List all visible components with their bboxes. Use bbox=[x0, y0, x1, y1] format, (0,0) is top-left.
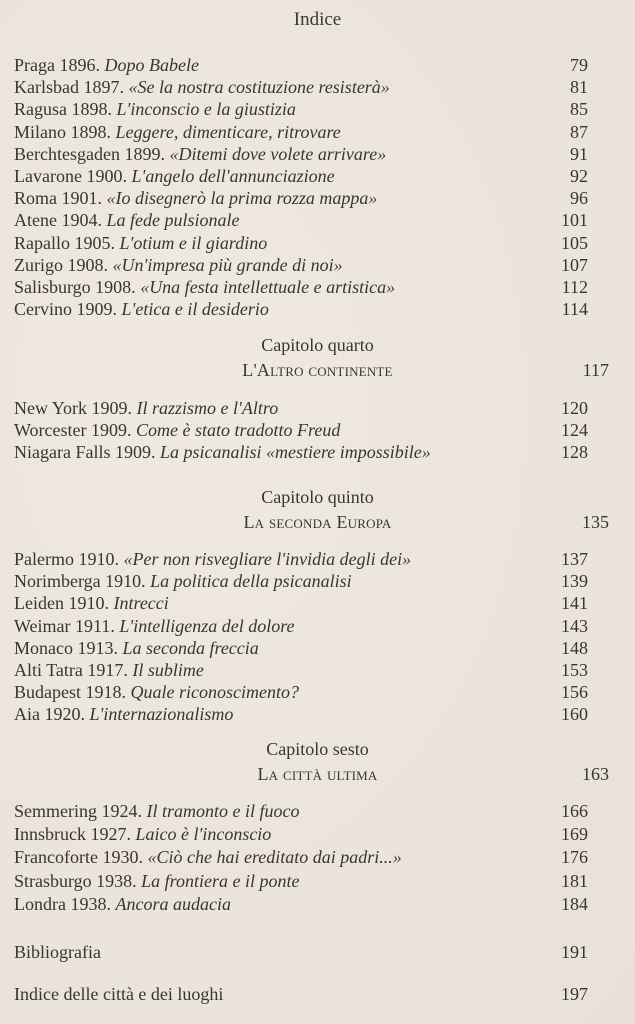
entry-page: 112 bbox=[561, 277, 588, 297]
entry-page: 181 bbox=[561, 870, 588, 891]
toc-entry bbox=[14, 681, 600, 703]
entry-page: 107 bbox=[561, 254, 588, 275]
entry-place: Innsbruck 1927. bbox=[14, 824, 131, 845]
entry-place: Worcester 1909. bbox=[14, 420, 132, 441]
entry-subtitle: Il razzismo e l'Altro bbox=[136, 398, 279, 418]
bibliography-entry bbox=[14, 941, 600, 963]
chapter6-title: La città ultima bbox=[257, 764, 378, 784]
toc-entry bbox=[14, 276, 600, 298]
toc-entry bbox=[14, 54, 600, 76]
entry-subtitle: «Ditemi dove volete arrivare» bbox=[169, 143, 387, 164]
entry-page: 105 bbox=[561, 232, 588, 253]
toc-entry bbox=[14, 659, 600, 681]
toc-entry bbox=[14, 121, 600, 143]
entry-place: Karlsbad 1897. bbox=[14, 77, 124, 98]
entry-subtitle: La frontiera e il ponte bbox=[141, 870, 300, 891]
entry-subtitle: Laico è l'inconscio bbox=[135, 824, 272, 845]
toc-entry bbox=[14, 441, 600, 463]
chapter4-label: Capitolo quarto bbox=[261, 335, 374, 355]
entry-page: 79 bbox=[570, 55, 588, 75]
chapter6-page: 163 bbox=[582, 764, 609, 784]
entry-page: 184 bbox=[561, 893, 588, 914]
entry-page: 85 bbox=[570, 99, 588, 120]
entry-page: 81 bbox=[570, 77, 588, 98]
chapter4-heading bbox=[0, 359, 635, 381]
entry-subtitle: «Se la nostra costituzione resisterà» bbox=[128, 77, 390, 98]
entry-place: Milano 1898. bbox=[14, 121, 111, 142]
entry-place: Berchtesgaden 1899. bbox=[14, 143, 165, 164]
entry-subtitle: L'internazionalismo bbox=[89, 704, 234, 725]
toc-entry bbox=[14, 615, 600, 637]
entry-subtitle: Il sublime bbox=[132, 660, 204, 680]
toc-entry bbox=[14, 209, 600, 231]
chapter6-heading bbox=[0, 763, 635, 785]
entry-place: Francoforte 1930. bbox=[14, 847, 143, 868]
entry-subtitle: La seconda freccia bbox=[122, 637, 259, 658]
entry-place: New York 1909. bbox=[14, 398, 133, 418]
entry-subtitle: L'intelligenza del dolore bbox=[119, 615, 295, 636]
entry-place: Zurigo 1908. bbox=[14, 254, 108, 275]
entry-place: Londra 1938. bbox=[14, 893, 111, 914]
entry-place: Norimberga 1910. bbox=[14, 571, 146, 592]
entry-place: Rapallo 1905. bbox=[14, 232, 115, 253]
bibliography-label: Bibliografia bbox=[14, 942, 101, 962]
entry-subtitle: Intrecci bbox=[113, 593, 169, 614]
entry-place: Aia 1920. bbox=[14, 704, 85, 725]
entry-place: Salisburgo 1908. bbox=[14, 277, 136, 297]
entry-page: 176 bbox=[561, 847, 588, 868]
places-index-entry bbox=[14, 983, 600, 1005]
chapter5-heading bbox=[0, 511, 635, 533]
toc-entry bbox=[14, 143, 600, 165]
entry-page: 139 bbox=[561, 571, 588, 592]
places-index-label: Indice delle città e dei luoghi bbox=[14, 984, 224, 1004]
entry-page: 143 bbox=[561, 615, 588, 636]
toc-entry bbox=[14, 893, 600, 915]
entry-subtitle: Dopo Babele bbox=[104, 55, 199, 75]
entry-place: Monaco 1913. bbox=[14, 637, 118, 658]
entry-subtitle: «Per non risvegliare l'invidia degli dei» bbox=[123, 549, 412, 569]
entry-page: 169 bbox=[561, 824, 588, 845]
toc-entry bbox=[14, 637, 600, 659]
chapter6-label: Capitolo sesto bbox=[266, 739, 369, 759]
entry-page: 156 bbox=[561, 682, 588, 703]
chapter5-title: La seconda Europa bbox=[243, 512, 392, 532]
entry-page: 92 bbox=[570, 166, 588, 186]
entry-subtitle: «Ciò che hai ereditato dai padri...» bbox=[147, 847, 402, 868]
toc-entry bbox=[14, 298, 600, 320]
toc-entry bbox=[14, 232, 600, 254]
entry-place: Atene 1904. bbox=[14, 210, 102, 231]
entry-subtitle: «Un'impresa più grande di noi» bbox=[112, 254, 343, 275]
entry-page: 87 bbox=[570, 121, 588, 142]
entry-subtitle: L'inconscio e la giustizia bbox=[116, 99, 296, 120]
toc-entry bbox=[14, 570, 600, 592]
entry-place: Budapest 1918. bbox=[14, 682, 126, 703]
toc-entry bbox=[14, 800, 600, 822]
entry-place: Cervino 1909. bbox=[14, 299, 117, 320]
toc-entry bbox=[14, 823, 600, 845]
entry-page: 160 bbox=[561, 704, 588, 725]
entry-subtitle: La psicanalisi «mestiere impossibile» bbox=[159, 442, 431, 463]
entry-place: Praga 1896. bbox=[14, 55, 100, 75]
entry-page: 153 bbox=[561, 660, 588, 680]
entry-subtitle: L'otium e il giardino bbox=[119, 232, 268, 253]
entry-subtitle: «Io disegnerò la prima rozza mappa» bbox=[106, 188, 378, 209]
toc-entry bbox=[14, 592, 600, 614]
entry-page: 148 bbox=[561, 637, 588, 658]
chapter4-title: L'Altro continente bbox=[242, 360, 393, 380]
entry-page: 114 bbox=[561, 299, 588, 320]
entry-subtitle: La politica della psicanalisi bbox=[150, 571, 352, 592]
entry-place: Lavarone 1900. bbox=[14, 166, 127, 186]
entry-subtitle: Il tramonto e il fuoco bbox=[146, 801, 300, 821]
places-index-page: 197 bbox=[561, 984, 588, 1004]
toc-entry bbox=[14, 548, 600, 570]
entry-page: 137 bbox=[561, 549, 588, 569]
entry-page: 128 bbox=[561, 442, 588, 463]
toc-entry bbox=[14, 76, 600, 98]
entry-page: 166 bbox=[561, 801, 588, 821]
chapter5-page: 135 bbox=[582, 512, 609, 532]
entry-place: Roma 1901. bbox=[14, 188, 102, 209]
toc-entry bbox=[14, 187, 600, 209]
chapter5-label: Capitolo quinto bbox=[261, 487, 374, 507]
entry-subtitle: Come è stato tradotto Freud bbox=[136, 420, 341, 441]
entry-page: 101 bbox=[561, 210, 588, 231]
entry-place: Semmering 1924. bbox=[14, 801, 142, 821]
toc-entry bbox=[14, 703, 600, 725]
entry-subtitle: Leggere, dimenticare, ritrovare bbox=[115, 121, 341, 142]
entry-place: Strasburgo 1938. bbox=[14, 870, 137, 891]
entry-page: 120 bbox=[561, 398, 588, 418]
chapter4-page: 117 bbox=[582, 360, 609, 380]
entry-subtitle: L'angelo dell'annunciazione bbox=[131, 166, 335, 186]
entry-place: Ragusa 1898. bbox=[14, 99, 112, 120]
entry-page: 141 bbox=[561, 593, 588, 614]
toc-entry bbox=[14, 165, 600, 187]
toc-entry bbox=[14, 846, 600, 868]
entry-place: Weimar 1911. bbox=[14, 615, 115, 636]
toc-entry bbox=[14, 397, 600, 419]
toc-entry bbox=[14, 870, 600, 892]
toc-entry bbox=[14, 419, 600, 441]
toc-entry bbox=[14, 254, 600, 276]
entry-subtitle: La fede pulsionale bbox=[106, 210, 240, 231]
entry-subtitle: L'etica e il desiderio bbox=[121, 299, 269, 320]
entry-subtitle: Quale riconoscimento? bbox=[130, 682, 299, 703]
entry-place: Niagara Falls 1909. bbox=[14, 442, 156, 463]
entry-page: 96 bbox=[570, 188, 588, 209]
page-title: Indice bbox=[293, 9, 342, 30]
entry-page: 91 bbox=[570, 143, 588, 164]
entry-place: Palermo 1910. bbox=[14, 549, 119, 569]
toc-entry bbox=[14, 98, 600, 120]
entry-page: 124 bbox=[561, 420, 588, 441]
entry-subtitle: «Una festa intellettuale e artistica» bbox=[140, 277, 396, 297]
entry-place: Leiden 1910. bbox=[14, 593, 109, 614]
entry-subtitle: Ancora audacia bbox=[115, 893, 231, 914]
bibliography-page: 191 bbox=[561, 942, 588, 962]
entry-place: Alti Tatra 1917. bbox=[14, 660, 128, 680]
